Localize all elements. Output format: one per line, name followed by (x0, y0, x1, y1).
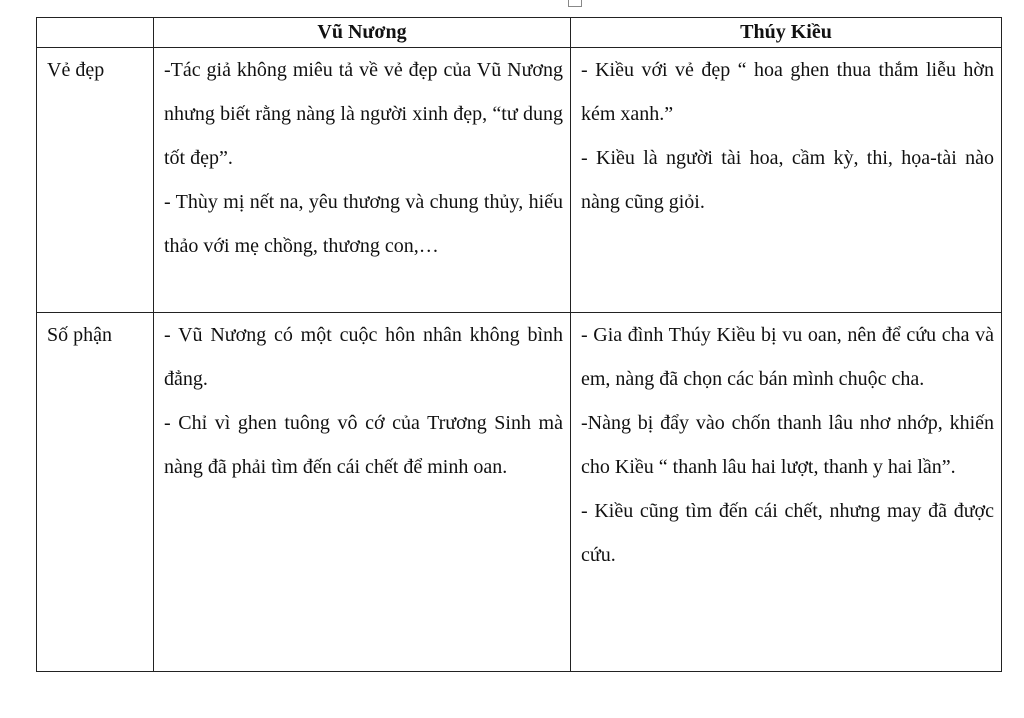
header-vu-nuong: Vũ Nương (154, 18, 571, 48)
header-thuy-kieu: Thúy Kiều (571, 18, 1002, 48)
page-edge-mark (568, 0, 582, 7)
beauty-vu-nuong-para-1: -Tác giả không miêu tả về vẻ đẹp của Vũ Nương nhưng biết rằng nàng là người xinh đẹp, “tư dung tốt đẹp”. (164, 59, 563, 169)
table-header-row (37, 18, 1002, 48)
beauty-vu-nuong-cell (154, 48, 571, 313)
row-label-beauty: Vẻ đẹp (37, 48, 154, 313)
comparison-table (36, 17, 1002, 672)
table-row-beauty (37, 48, 1002, 313)
table-row-fate (37, 313, 1002, 672)
beauty-thuy-kieu-cell (571, 48, 1002, 313)
fate-thuy-kieu-para-2: -Nàng bị đẩy vào chốn thanh lâu nhơ nhớp, khiến cho Kiều “ thanh lâu hai lượt, thanh y hai lần”. (581, 412, 994, 478)
header-empty-cell (37, 18, 154, 48)
fate-vu-nuong-para-1: - Vũ Nương có một cuộc hôn nhân không bình đẳng. (164, 324, 563, 390)
fate-thuy-kieu-cell (571, 313, 1002, 672)
beauty-thuy-kieu-para-2: - Kiều là người tài hoa, cầm kỳ, thi, họa-tài nào nàng cũng giỏi. (581, 147, 994, 213)
fate-thuy-kieu-para-1: - Gia đình Thúy Kiều bị vu oan, nên để cứu cha và em, nàng đã chọn các bán mình chuộc cha. (581, 324, 994, 390)
fate-vu-nuong-para-2: - Chỉ vì ghen tuông vô cớ của Trương Sinh mà nàng đã phải tìm đến cái chết để minh oan. (164, 412, 563, 478)
row-label-fate: Số phận (37, 313, 154, 672)
fate-thuy-kieu-para-3: - Kiều cũng tìm đến cái chết, nhưng may đã được cứu. (581, 500, 994, 566)
beauty-vu-nuong-para-2: - Thùy mị nết na, yêu thương và chung thủy, hiếu thảo với mẹ chồng, thương con,… (164, 191, 563, 257)
beauty-thuy-kieu-para-1: - Kiều với vẻ đẹp “ hoa ghen thua thắm liễu hờn kém xanh.” (581, 59, 994, 125)
fate-vu-nuong-cell (154, 313, 571, 672)
